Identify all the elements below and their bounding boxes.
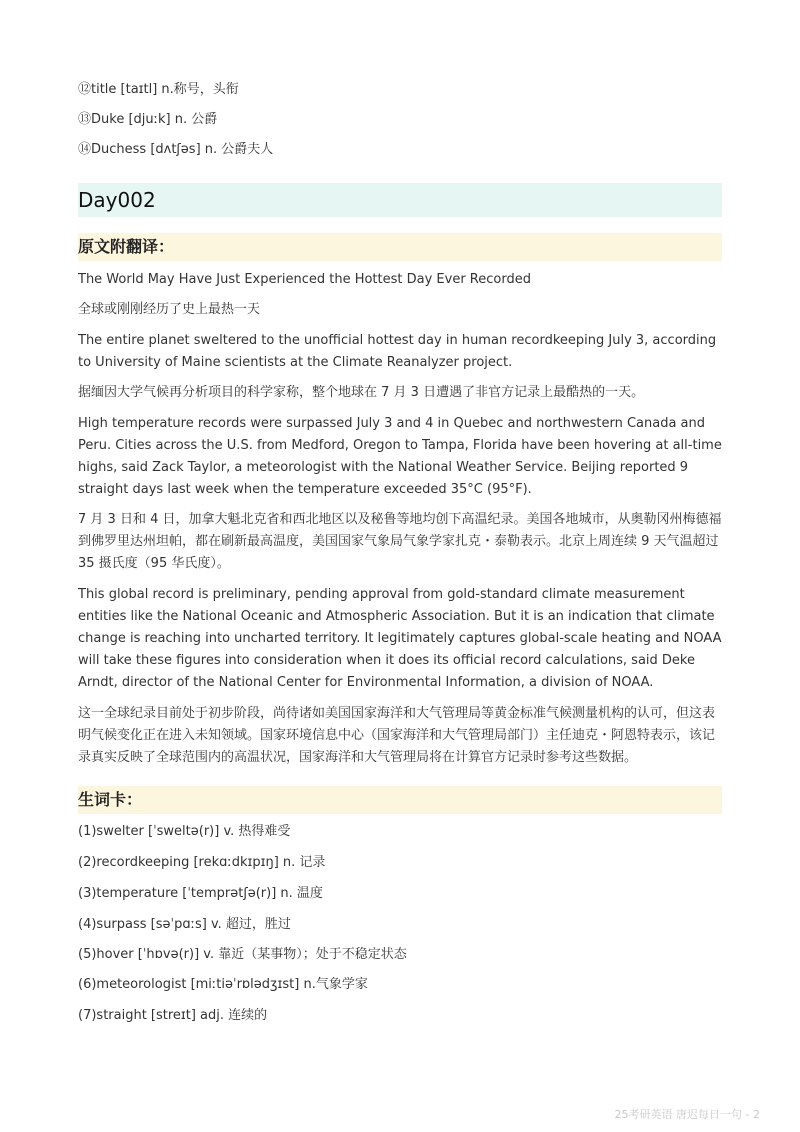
vocab-item: ⑬Duke [djuːk] n. 公爵	[78, 112, 218, 127]
vocab-item: (5)hover [ˈhɒvə(r)] v. 靠近（某事物）；处于不稳定状态	[78, 947, 407, 962]
page-footer: 25考研英语 唐迟每日一句 - 2	[614, 1108, 760, 1121]
vocab-item: (1)swelter [ˈsweltə(r)] v. 热得难受	[78, 824, 291, 839]
vocab-heading: 生词卡：	[78, 786, 722, 814]
previous-vocab-list	[78, 80, 273, 170]
vocab-item: (4)surpass [səˈpɑːs] v. 超过，胜过	[78, 917, 291, 932]
article-title-zh: 全球或刚刚经历了史上最热一天	[78, 302, 261, 317]
paragraph-3-en: This global record is preliminary, pending approval from gold-standard climate measurement entities like the National Oceanic and Atmospheric Association. But it is an indication that climate change is reaching into uncharted territory. It legitimately captures global-scale heating and NOAA will take these figures into consideration when it does its official record calculations, said Deke Arndt, director of the National Center for Environmental Information, a division of NOAA.	[78, 587, 722, 690]
paragraph-1-en: The entire planet sweltered to the unofficial hottest day in human recordkeeping July 3, according to University of Maine scientists at the Climate Reanalyzer project.	[78, 333, 717, 370]
paragraph-3-zh: 这一全球纪录目前处于初步阶段，尚待诸如美国国家海洋和大气管理局等黄金标准气候测量机构的认可，但这表明气候变化正在进入未知领域。国家环境信息中心（国家海洋和大气管理局部门）主任迪克・阿恩特表示，该记录真实反映了全球范围内的高温状况，国家海洋和大气管理局将在计算官方记录时参考这些数据。	[78, 706, 716, 765]
vocab-item: (3)temperature [ˈtemprətʃə(r)] n. 温度	[78, 886, 323, 901]
vocab-item: ⑭Duchess [dʌtʃəs] n. 公爵夫人	[78, 142, 274, 157]
translation-heading: 原文附翻译：	[78, 233, 722, 261]
vocab-item: (7)straight [streɪt] adj. 连续的	[78, 1008, 268, 1023]
paragraph-1-zh: 据缅因大学气候再分析项目的科学家称，整个地球在 7 月 3 日遭遇了非官方记录上最酷热的一天。	[78, 385, 645, 400]
day-title: Day002	[78, 183, 722, 217]
paragraph-2-zh: 7 月 3 日和 4 日，加拿大魁北克省和西北地区以及秘鲁等地均创下高温纪录。美国各地城市，从奥勒冈州梅德福到佛罗里达州坦帕，都在刷新最高温度，美国国家气象局气象学家扎克・泰勒表示。北京上周连续 9 天气温超过 35 摄氏度（95 华氏度）。	[78, 512, 722, 571]
article-title-en: The World May Have Just Experienced the Hottest Day Ever Recorded	[78, 272, 531, 287]
vocab-item: (2)recordkeeping [rekɑːdkɪpɪŋ] n. 记录	[78, 855, 326, 870]
vocab-list	[78, 822, 407, 1036]
paragraph-2-en: High temperature records were surpassed July 3 and 4 in Quebec and northwestern Canada and Peru. Cities across the U.S. from Medford, Oregon to Tampa, Florida have been hovering at all-time highs, said Zack Taylor, a meteorologist with the National Weather Service. Beijing reported 9 straight days last week when the temperature exceeded 35°C (95°F).	[78, 416, 722, 497]
vocab-item: (6)meteorologist [miːtiəˈrɒlədʒɪst] n.气象学家	[78, 977, 368, 992]
vocab-item: ⑫title [taɪtl] n.称号，头衔	[78, 82, 239, 97]
